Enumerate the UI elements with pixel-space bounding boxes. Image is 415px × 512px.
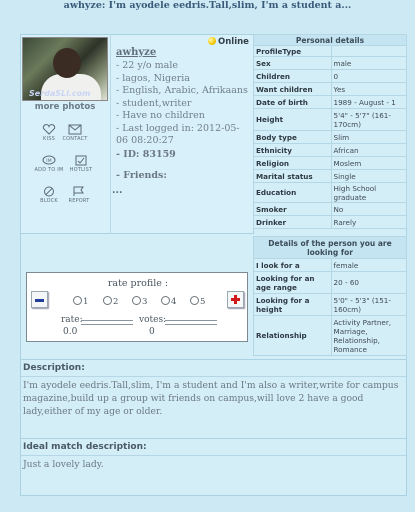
rate-option-2[interactable] <box>103 296 118 307</box>
detail-value: African <box>331 144 406 157</box>
info-children: - Have no children <box>116 110 205 121</box>
online-label: Online <box>218 37 249 47</box>
profile-info-list <box>116 60 251 161</box>
detail-key: Children <box>254 70 332 83</box>
detail-key: Height <box>254 109 332 131</box>
personal-detail-row <box>254 109 407 131</box>
detail-key: Body type <box>254 131 332 144</box>
window-title: awhyze: I'm ayodele eedris.Tall,slim, I'm a student a... <box>63 0 352 11</box>
personal-detail-row <box>254 170 407 183</box>
kiss-label: KISS <box>43 136 55 142</box>
photo-watermark: SerdaSLi.com <box>29 89 91 98</box>
divider <box>110 34 111 234</box>
detail-value: Activity Partner, Marriage, Relationship, Romance <box>331 316 406 356</box>
online-status <box>208 37 249 47</box>
add-to-im-label: ADD TO IM <box>34 167 64 173</box>
looking-for-row <box>254 259 407 272</box>
detail-key: Smoker <box>254 203 332 216</box>
personal-detail-row <box>254 131 407 144</box>
detail-key: Sex <box>254 57 332 70</box>
more-photos-link[interactable]: more photos <box>34 102 96 112</box>
detail-value: female <box>331 259 406 272</box>
personal-detail-row <box>254 157 407 170</box>
personal-detail-row <box>254 144 407 157</box>
hotlist-icon <box>74 155 88 166</box>
personal-detail-row <box>254 83 407 96</box>
detail-key: I look for a <box>254 259 332 272</box>
username[interactable]: awhyze <box>116 47 157 58</box>
rate-bar <box>81 320 133 325</box>
photo-face <box>53 48 81 78</box>
radio-circle <box>161 296 170 305</box>
detail-value: 20 - 60 <box>331 272 406 294</box>
profile-photo[interactable] <box>22 37 108 101</box>
info-location: - lagos, Nigeria <box>116 72 190 84</box>
rate-option-1[interactable] <box>73 296 88 307</box>
personal-detail-row <box>254 203 407 216</box>
radio-circle <box>73 296 82 305</box>
rate-option-label: 5 <box>200 297 206 307</box>
ideal-match-text: Just a lovely lady. <box>23 459 104 470</box>
rate-increase-button[interactable] <box>227 291 244 308</box>
online-dot-icon <box>208 37 216 45</box>
contact-button[interactable] <box>42 124 108 142</box>
detail-key: Relationship <box>254 316 332 356</box>
votes-value: 0 <box>149 327 155 337</box>
friends-label: - Friends: <box>116 170 167 181</box>
detail-value: Moslem <box>331 157 406 170</box>
description-section <box>20 359 407 439</box>
detail-value: 5'0" - 5'3" (151-160cm) <box>331 294 406 316</box>
detail-value: 5'4" - 5'7" (161-170cm) <box>331 109 406 131</box>
detail-key: Marital status <box>254 170 332 183</box>
rate-option-4[interactable] <box>161 296 176 307</box>
rate-value: 0.0 <box>63 327 78 337</box>
radio-circle <box>103 296 112 305</box>
looking-for-row <box>254 294 407 316</box>
personal-details-table <box>253 34 407 229</box>
detail-value: 1989 - August - 1 <box>331 96 406 109</box>
rate-profile-widget <box>26 272 248 342</box>
rate-label: rate: <box>61 315 83 325</box>
detail-key: Ethnicity <box>254 144 332 157</box>
report-label: REPORT <box>68 198 90 204</box>
rate-option-3[interactable] <box>132 296 147 307</box>
detail-key: Looking for an age range <box>254 272 332 294</box>
detail-key: Want children <box>254 83 332 96</box>
detail-key: Date of birth <box>254 96 332 109</box>
looking-for-table <box>253 236 407 356</box>
rate-option-label: 4 <box>171 297 177 307</box>
rate-decrease-button[interactable] <box>31 291 48 308</box>
contact-label: CONTACT <box>62 136 88 142</box>
description-text: I'm ayodele eedris.Tall,slim, I'm a student and I'm also a writer,write for campus magazine,build up a group wit friends on campus,will love 2 have a good lady,either of my age or older. <box>23 380 399 417</box>
rate-option-label: 3 <box>142 297 148 307</box>
detail-key: Drinker <box>254 216 332 229</box>
looking-for-row <box>254 272 407 294</box>
report-icon <box>72 186 86 197</box>
detail-value: No <box>331 203 406 216</box>
info-occupation: - student,writer <box>116 97 192 109</box>
radio-circle <box>190 296 199 305</box>
detail-value: Rarely <box>331 216 406 229</box>
block-label: BLOCK <box>40 198 58 204</box>
looking-for-row <box>254 316 407 356</box>
votes-label: votes: <box>139 315 167 325</box>
personal-detail-row <box>254 70 407 83</box>
rate-option-label: 1 <box>83 297 89 307</box>
looking-for-header: Details of the person you are looking for <box>254 237 407 259</box>
info-last-login: - Last logged in: 2012-05-06 08:20:27 <box>116 122 240 146</box>
detail-value: Yes <box>331 83 406 96</box>
detail-value: 0 <box>331 70 406 83</box>
detail-value: High School graduate <box>331 183 406 203</box>
detail-value: Slim <box>331 131 406 144</box>
hotlist-button[interactable] <box>48 155 114 173</box>
ideal-match-title: Ideal match description: <box>21 439 406 456</box>
hotlist-label: HOTLIST <box>69 167 93 173</box>
info-age-sex: - 22 y/o male <box>116 60 178 71</box>
svg-text:IM: IM <box>46 159 52 164</box>
rate-option-5[interactable] <box>190 296 205 307</box>
detail-key: Religion <box>254 157 332 170</box>
votes-bar <box>165 320 217 325</box>
ideal-match-section <box>20 438 407 496</box>
radio-circle <box>132 296 141 305</box>
rate-option-label: 2 <box>113 297 119 307</box>
detail-key: Looking for a height <box>254 294 332 316</box>
personal-detail-row <box>254 183 407 203</box>
detail-key: Education <box>254 183 332 203</box>
personal-detail-row <box>254 216 407 229</box>
info-id: - ID: 83159 <box>116 148 176 160</box>
contact-icon <box>68 124 82 135</box>
detail-key: ProfileType <box>254 46 332 57</box>
detail-value <box>331 46 406 57</box>
detail-value: Single <box>331 170 406 183</box>
personal-detail-row <box>254 96 407 109</box>
info-languages: - English, Arabic, Afrikaans <box>116 85 248 96</box>
report-button[interactable] <box>46 186 112 204</box>
description-title: Description: <box>21 360 406 377</box>
friends-more[interactable]: ... <box>112 185 123 196</box>
personal-detail-row <box>254 46 407 57</box>
detail-value: male <box>331 57 406 70</box>
personal-details-header: Personal details <box>254 35 407 46</box>
personal-detail-row <box>254 57 407 70</box>
rate-title: rate profile : <box>107 278 169 289</box>
